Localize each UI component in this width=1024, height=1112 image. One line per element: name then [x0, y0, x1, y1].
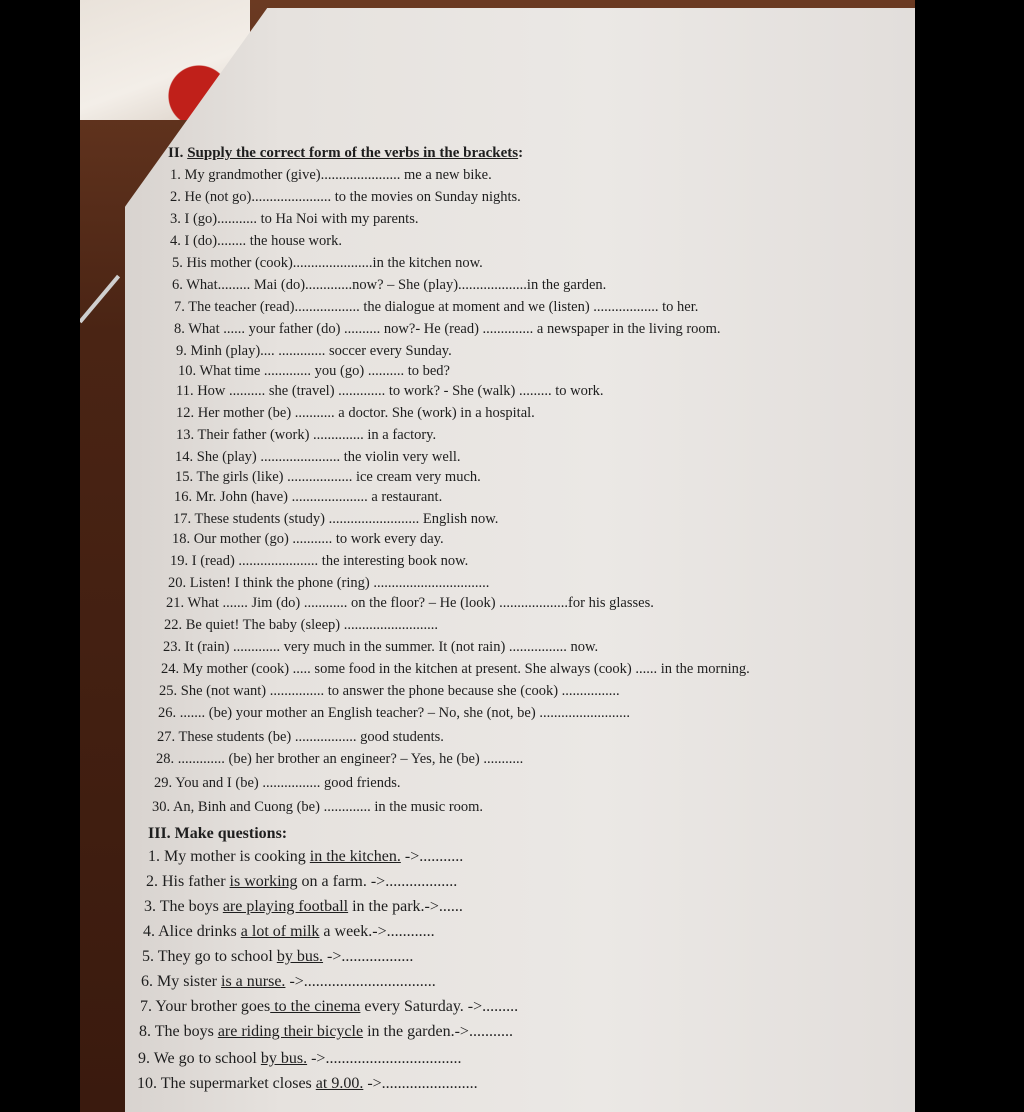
answer-blank: in the park.->...... — [348, 898, 463, 915]
answer-blank: in the garden.->........... — [363, 1023, 513, 1040]
section-2-item: 14. She (play) ...................... the violin very well. — [175, 449, 461, 465]
section-2-item: 19. I (read) ...................... the interesting book now. — [170, 553, 469, 569]
answer-blank: ->........................ — [363, 1075, 478, 1092]
section-2-item: 26. ....... (be) your mother an English teacher? – No, she (not, be) ......................... — [158, 705, 630, 721]
section-2-item: 20. Listen! I think the phone (ring) ................................ — [168, 575, 490, 591]
section-3-heading: III. Make questions: — [148, 825, 288, 842]
item-text: 3. The boys — [144, 898, 223, 915]
section-2-item: 16. Mr. John (have) ..................... a restaurant. — [174, 489, 443, 505]
section-2-item: 28. ............. (be) her brother an engineer? – Yes, he (be) ........... — [156, 751, 524, 767]
item-text: 6. My sister — [141, 973, 221, 990]
answer-blank: ->.................. — [323, 948, 414, 965]
section-2-item: 17. These students (study) ......................... English now. — [173, 511, 499, 527]
section-2-item: 2. He (not go)...................... to the movies on Sunday nights. — [170, 189, 521, 205]
answer-blank: ->........... — [400, 848, 464, 865]
section-3-item — [144, 898, 463, 916]
section-2-item: 13. Their father (work) .............. in a factory. — [176, 427, 437, 443]
section-2-title: Supply the correct form of the verbs in the brackets — [187, 145, 519, 161]
section-2-item: 10. What time ............. you (go) .......... to bed? — [178, 363, 450, 379]
section-3-item — [143, 923, 435, 941]
section-3-item — [148, 848, 463, 866]
section-2-item: 15. The girls (like) .................. ice cream very much. — [175, 469, 481, 485]
section-3-item — [138, 1050, 461, 1068]
section-2-item: 1. My grandmother (give)...................... me a new bike. — [170, 167, 492, 183]
item-text: 8. The boys — [139, 1023, 218, 1040]
answer-blank: ->................................. — [285, 973, 436, 990]
underlined-phrase: a lot of milk — [240, 923, 320, 940]
section-2-item: 25. She (not want) ............... to answer the phone because she (cook) ................ — [159, 683, 620, 699]
section-2-item: 8. What ...... your father (do) .......... now?- He (read) .............. a newspaper in the living room. — [174, 321, 721, 337]
underlined-phrase: is a nurse. — [221, 973, 286, 990]
section-3-item — [146, 873, 457, 891]
item-text: 1. My mother is cooking — [148, 848, 310, 865]
underlined-phrase: is working — [229, 873, 298, 890]
item-text: 7. Your brother goes — [140, 998, 271, 1015]
section-2-item: 21. What ....... Jim (do) ............ on the floor? – He (look) ...................for his glasses. — [166, 595, 654, 611]
underlined-phrase: are playing football — [222, 898, 349, 915]
underlined-phrase: are riding their bicycle — [217, 1023, 364, 1040]
item-text: 5. They go to school — [142, 948, 277, 965]
section-2-item: 22. Be quiet! The baby (sleep) .......................... — [164, 617, 438, 633]
underlined-phrase: by bus. — [276, 948, 324, 965]
underlined-phrase: to the cinema — [270, 998, 361, 1015]
section-2-item: 11. How .......... she (travel) ............. to work? - She (walk) ......... to work. — [176, 383, 604, 399]
item-text: 10. The supermarket closes — [137, 1075, 316, 1092]
section-3-item — [137, 1075, 478, 1093]
section-2-item: 4. I (do)........ the house work. — [170, 233, 342, 249]
section-2-numeral: II. — [168, 145, 184, 161]
section-2-item: 7. The teacher (read).................. the dialogue at moment and we (listen) .................. to her. — [174, 299, 699, 315]
item-text: 4. Alice drinks — [143, 923, 241, 940]
answer-blank: ->.................................. — [307, 1050, 462, 1067]
answer-blank: on a farm. ->.................. — [297, 873, 458, 890]
section-3-item — [141, 973, 436, 991]
section-2-item: 30. An, Binh and Cuong (be) ............. in the music room. — [152, 799, 484, 815]
section-2-item: 29. You and I (be) ................ good friends. — [154, 775, 401, 791]
section-2-item: 12. Her mother (be) ........... a doctor. She (work) in a hospital. — [176, 405, 535, 421]
section-2-heading — [168, 144, 523, 162]
section-2-item: 18. Our mother (go) ........... to work every day. — [172, 531, 444, 547]
underlined-phrase: at 9.00. — [315, 1075, 364, 1092]
section-3-item — [142, 948, 413, 966]
underlined-phrase: in the kitchen. — [309, 848, 401, 865]
section-2-item: 24. My mother (cook) ..... some food in the kitchen at present. She always (cook) ...... in the morning. — [161, 661, 750, 677]
item-text: 9. We go to school — [138, 1050, 261, 1067]
section-2-item: 27. These students (be) ................. good students. — [157, 729, 444, 745]
item-text: 2. His father — [146, 873, 230, 890]
answer-blank: a week.->............ — [319, 923, 435, 940]
section-2-colon: : — [518, 145, 524, 161]
section-2-item: 6. What......... Mai (do).............now? – She (play)...................in the garden. — [172, 277, 607, 293]
section-2-item: 23. It (rain) ............. very much in the summer. It (not rain) ................ now. — [163, 639, 599, 655]
section-3-item — [140, 998, 518, 1016]
underlined-phrase: by bus. — [260, 1050, 308, 1067]
section-3-item — [139, 1023, 513, 1041]
section-2-item: 3. I (go)........... to Ha Noi with my parents. — [170, 211, 419, 227]
section-2-item: 5. His mother (cook)......................in the kitchen now. — [172, 255, 483, 271]
answer-blank: every Saturday. ->......... — [360, 998, 519, 1015]
section-2-item: 9. Minh (play).... ............. soccer every Sunday. — [176, 343, 452, 359]
